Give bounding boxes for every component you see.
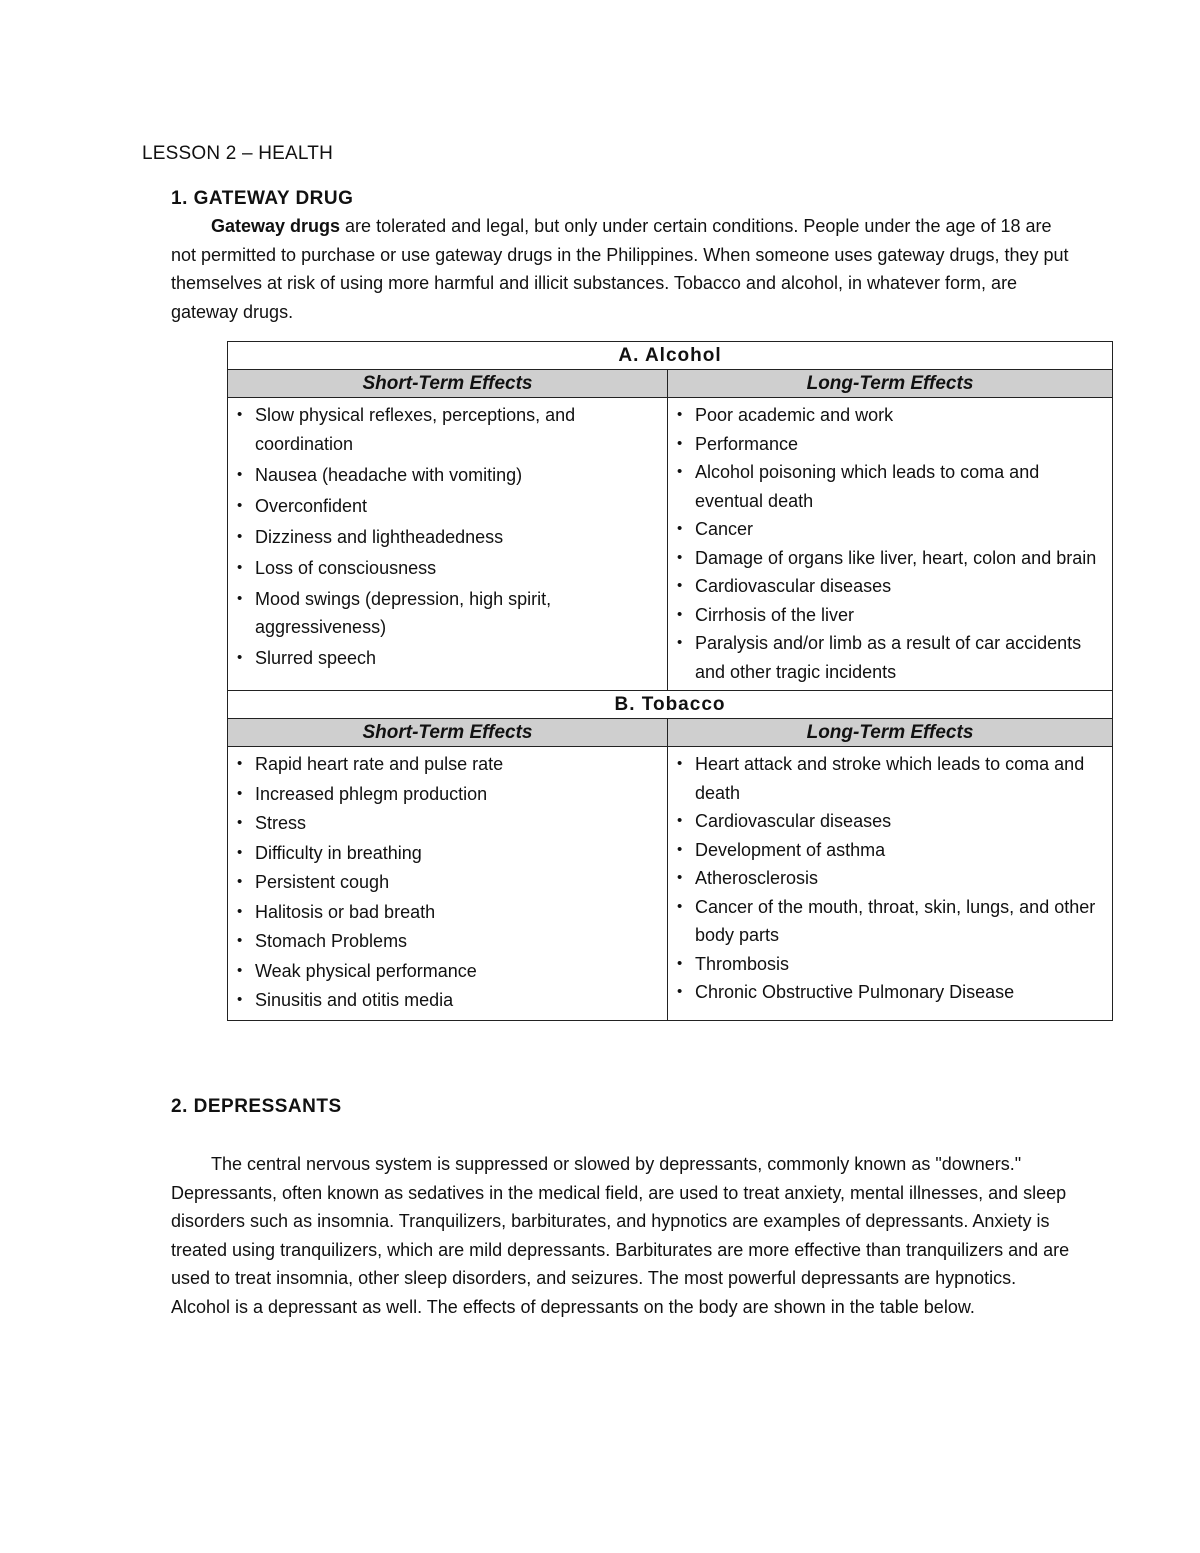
list-item: • Mood swings (depression, high spirit, aggressiveness)	[255, 585, 659, 642]
list-item: • Slurred speech	[255, 644, 659, 673]
gateway-drug-paragraph	[171, 212, 1071, 326]
list-item: • Loss of consciousness	[255, 554, 659, 583]
alcohol-long-term-header: Long-Term Effects	[668, 370, 1113, 398]
list-item: • Paralysis and/or limb as a result of car accidents and other tragic incidents	[695, 629, 1104, 686]
list-item: • Sinusitis and otitis media	[255, 986, 659, 1015]
section-heading-gateway-drug: 1. GATEWAY DRUG	[171, 188, 354, 209]
list-item: • Cancer of the mouth, throat, skin, lungs, and other body parts	[695, 893, 1104, 950]
drug-effects-table	[227, 341, 1113, 1021]
tobacco-short-term-header: Short-Term Effects	[228, 719, 668, 747]
list-item: • Poor academic and work	[695, 401, 1104, 430]
list-item: • Damage of organs like liver, heart, colon and brain	[695, 544, 1104, 573]
list-item: • Halitosis or bad breath	[255, 898, 659, 927]
gateway-drugs-term: Gateway drugs	[211, 216, 341, 236]
alcohol-long-term-list	[668, 398, 1112, 690]
list-item: • Stress	[255, 809, 659, 838]
alcohol-long-term-cell	[668, 398, 1113, 691]
alcohol-short-term-header: Short-Term Effects	[228, 370, 668, 398]
depressants-text: The central nervous system is suppressed or slowed by depressants, commonly known as "downers." Depressants, often known as sedatives in the medical field, are used to treat anxiety, mental illnesses, and sleep disorders such as insomnia. Tranquilizers, barbiturates, and hypnotics are examples of depressants. Anxiety is treated using tranquilizers, which are mild depressants. Barbiturates are more effective than tranquilizers and are used to treat insomnia, other sleep disorders, and seizures. The most powerful depressants are hypnotics. Alcohol is a depressant as well. The effects of depressants on the body are shown in the table below.	[171, 1154, 1070, 1317]
gateway-drug-text: are tolerated and legal, but only under certain conditions. People under the age of 18 are not permitted to purchase or use gateway drugs in the Philippines. When someone uses gateway drugs, they put themselves at risk of using more harmful and illicit substances. Tobacco and alcohol, in whatever form, are gateway drugs.	[171, 216, 1069, 322]
list-item: • Dizziness and lightheadedness	[255, 523, 659, 552]
alcohol-short-term-cell	[228, 398, 668, 691]
list-item: • Cardiovascular diseases	[695, 572, 1104, 601]
list-item: • Cirrhosis of the liver	[695, 601, 1104, 630]
list-item: • Alcohol poisoning which leads to coma and eventual death	[695, 458, 1104, 515]
tobacco-long-term-list	[668, 747, 1112, 1011]
list-item: • Nausea (headache with vomiting)	[255, 461, 659, 490]
list-item: • Weak physical performance	[255, 957, 659, 986]
list-item: • Slow physical reflexes, perceptions, and coordination	[255, 401, 659, 458]
list-item: • Development of asthma	[695, 836, 1104, 865]
list-item: • Overconfident	[255, 492, 659, 521]
list-item: • Stomach Problems	[255, 927, 659, 956]
lesson-title: LESSON 2 – HEALTH	[142, 143, 334, 164]
list-item: • Rapid heart rate and pulse rate	[255, 750, 659, 779]
list-item: • Heart attack and stroke which leads to coma and death	[695, 750, 1104, 807]
list-item: • Difficulty in breathing	[255, 839, 659, 868]
list-item: • Atherosclerosis	[695, 864, 1104, 893]
alcohol-short-term-list	[228, 398, 667, 679]
list-item: • Cancer	[695, 515, 1104, 544]
list-item: • Thrombosis	[695, 950, 1104, 979]
list-item: • Chronic Obstructive Pulmonary Disease	[695, 978, 1104, 1007]
section-heading-depressants: 2. DEPRESSANTS	[171, 1096, 342, 1117]
tobacco-short-term-cell	[228, 747, 668, 1021]
list-item: • Cardiovascular diseases	[695, 807, 1104, 836]
depressants-paragraph	[171, 1150, 1071, 1321]
alcohol-title: A. Alcohol	[228, 342, 1113, 370]
tobacco-title: B. Tobacco	[228, 691, 1113, 719]
list-item: • Increased phlegm production	[255, 780, 659, 809]
tobacco-long-term-header: Long-Term Effects	[668, 719, 1113, 747]
list-item: • Persistent cough	[255, 868, 659, 897]
tobacco-long-term-cell	[668, 747, 1113, 1021]
tobacco-short-term-list	[228, 747, 667, 1020]
list-item: • Performance	[695, 430, 1104, 459]
